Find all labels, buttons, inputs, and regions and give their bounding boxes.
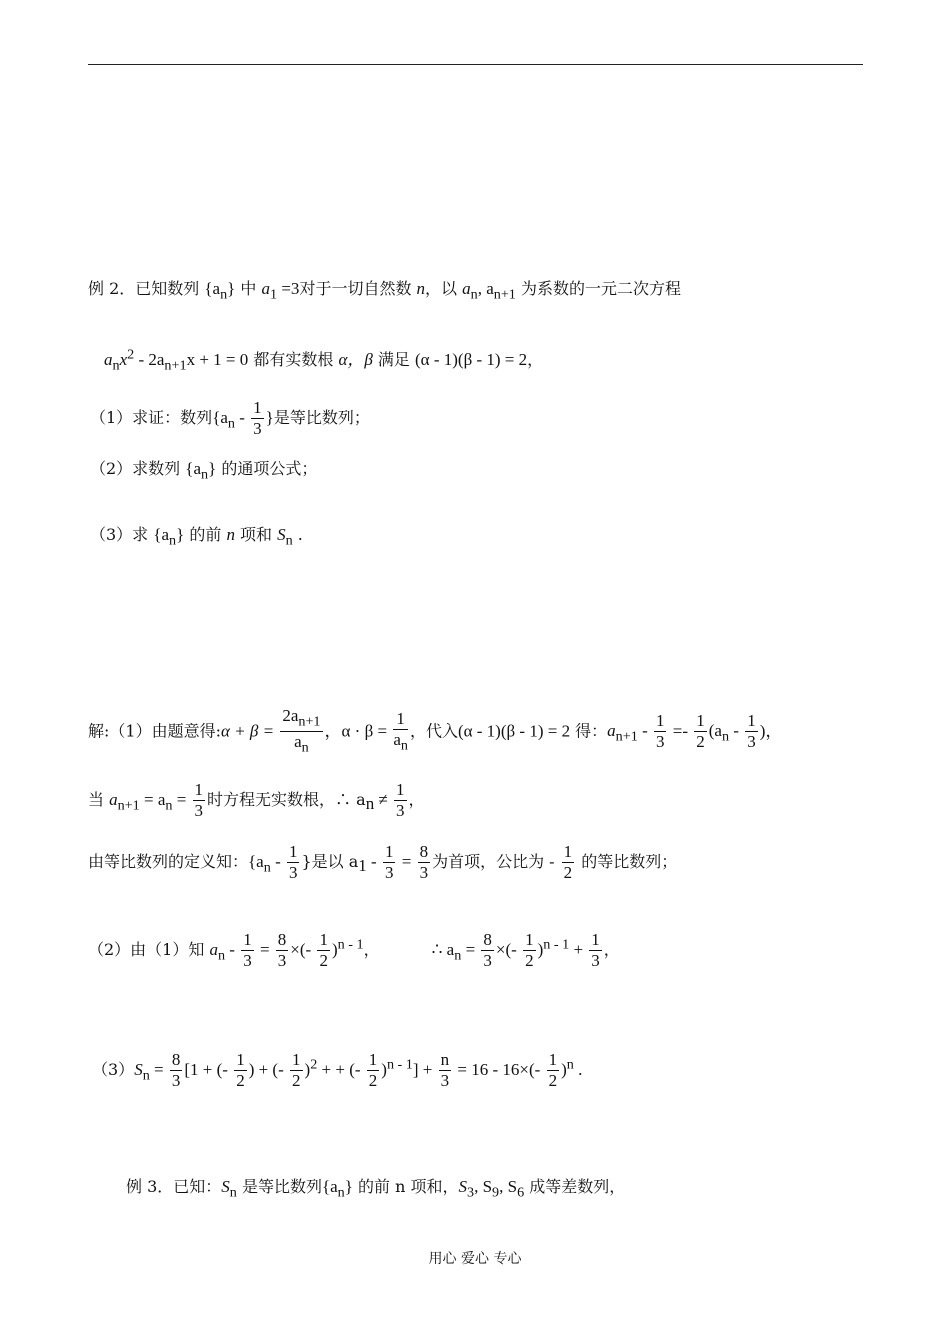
solution-line2: 当 $a_{n+1} = a_n$ = $\frac{1}{3}$ 时方程无实数根，∴ $a_n$ ≠ $\frac{1}{3}$ ， xyxy=(88,780,425,820)
solution-part2: （2）由（1）知 $a_n$ - $\frac{1}{3}$ = $\frac{8}{3}$ ×(- $\frac{1}{2}$ )$^{n - 1}$， ∴ $a_n$ = $\frac{8}{3}$ ×(- $\frac{1}{2}$ )$^{n - 1}$ + $\frac{1}{3}$ ， xyxy=(88,930,620,970)
header-rule xyxy=(88,64,863,65)
example3-label: 例 3．已知： xyxy=(126,1177,222,1196)
question-1: （1）求证：数列{$a_n$ - $\frac{1}{3}$ }是等比数列； xyxy=(90,398,370,438)
fraction: $\frac{1}{3}$ xyxy=(253,398,262,438)
example3-line: 例 3．已知：$S_n$ 是等比数列$\{a_n\}$ 的前 n 项和，$S_3$, $S_9$, $S_6$ 成等差数列， xyxy=(126,1177,626,1201)
solution-line3: 由等比数列的定义知：{$a_n$ - $\frac{1}{3}$ }是以 $a_1$ - $\frac{1}{3}$ = $\frac{8}{3}$ 为首项，公比为 - $\frac{1}{2}$ 的等比数列； xyxy=(88,842,678,882)
question-2: （2）求数列 $\{a_n\}$ 的通项公式； xyxy=(90,459,318,483)
example2-line2: $a_nx^2 - 2a_{n+1}x + 1 = 0$ 都有实数根 α，β 满足 (α - 1)(β - 1) = 2， xyxy=(104,346,544,374)
page-footer: 用心 爱心 专心 xyxy=(428,1251,522,1267)
example2-line1: 例 2．已知数列 $\{a_n\}$ 中 $a_1 =3$对于一切自然数 n，以 $a_n$, $a_{n+1}$ 为系数的一元二次方程 xyxy=(88,279,681,303)
solution-part3: $(3)S_n$ = $\frac{8}{3}$ [1 + (- $\frac{1}{2}$ ) + (- $\frac{1}{2}$ )$^2$ + + (- $\frac{1}{2}$ )$^{n - 1}$] + $\frac{n}{3}$ = 16 - 16×(- $\frac{1}{2}$ )$^n$ . xyxy=(92,1050,583,1090)
example2-label: 例 2．已知数列 xyxy=(88,279,205,298)
solution-line1: 解:（1）由题意得:α + β = $\frac{2a_{n+1}}{a_n}$ ，α · β = $\frac{1}{a_n}$ ，代入(α - 1)(β - 1) = 2 得：$a_{n+1}$ - $\frac{1}{3}$ =- $\frac{1}{2}$ ($a_n$ - $\frac{1}{3}$ )， xyxy=(88,706,783,756)
question-3: （3）求 $\{a_n\}$ 的前 n 项和 $S_n$ . xyxy=(90,525,303,549)
